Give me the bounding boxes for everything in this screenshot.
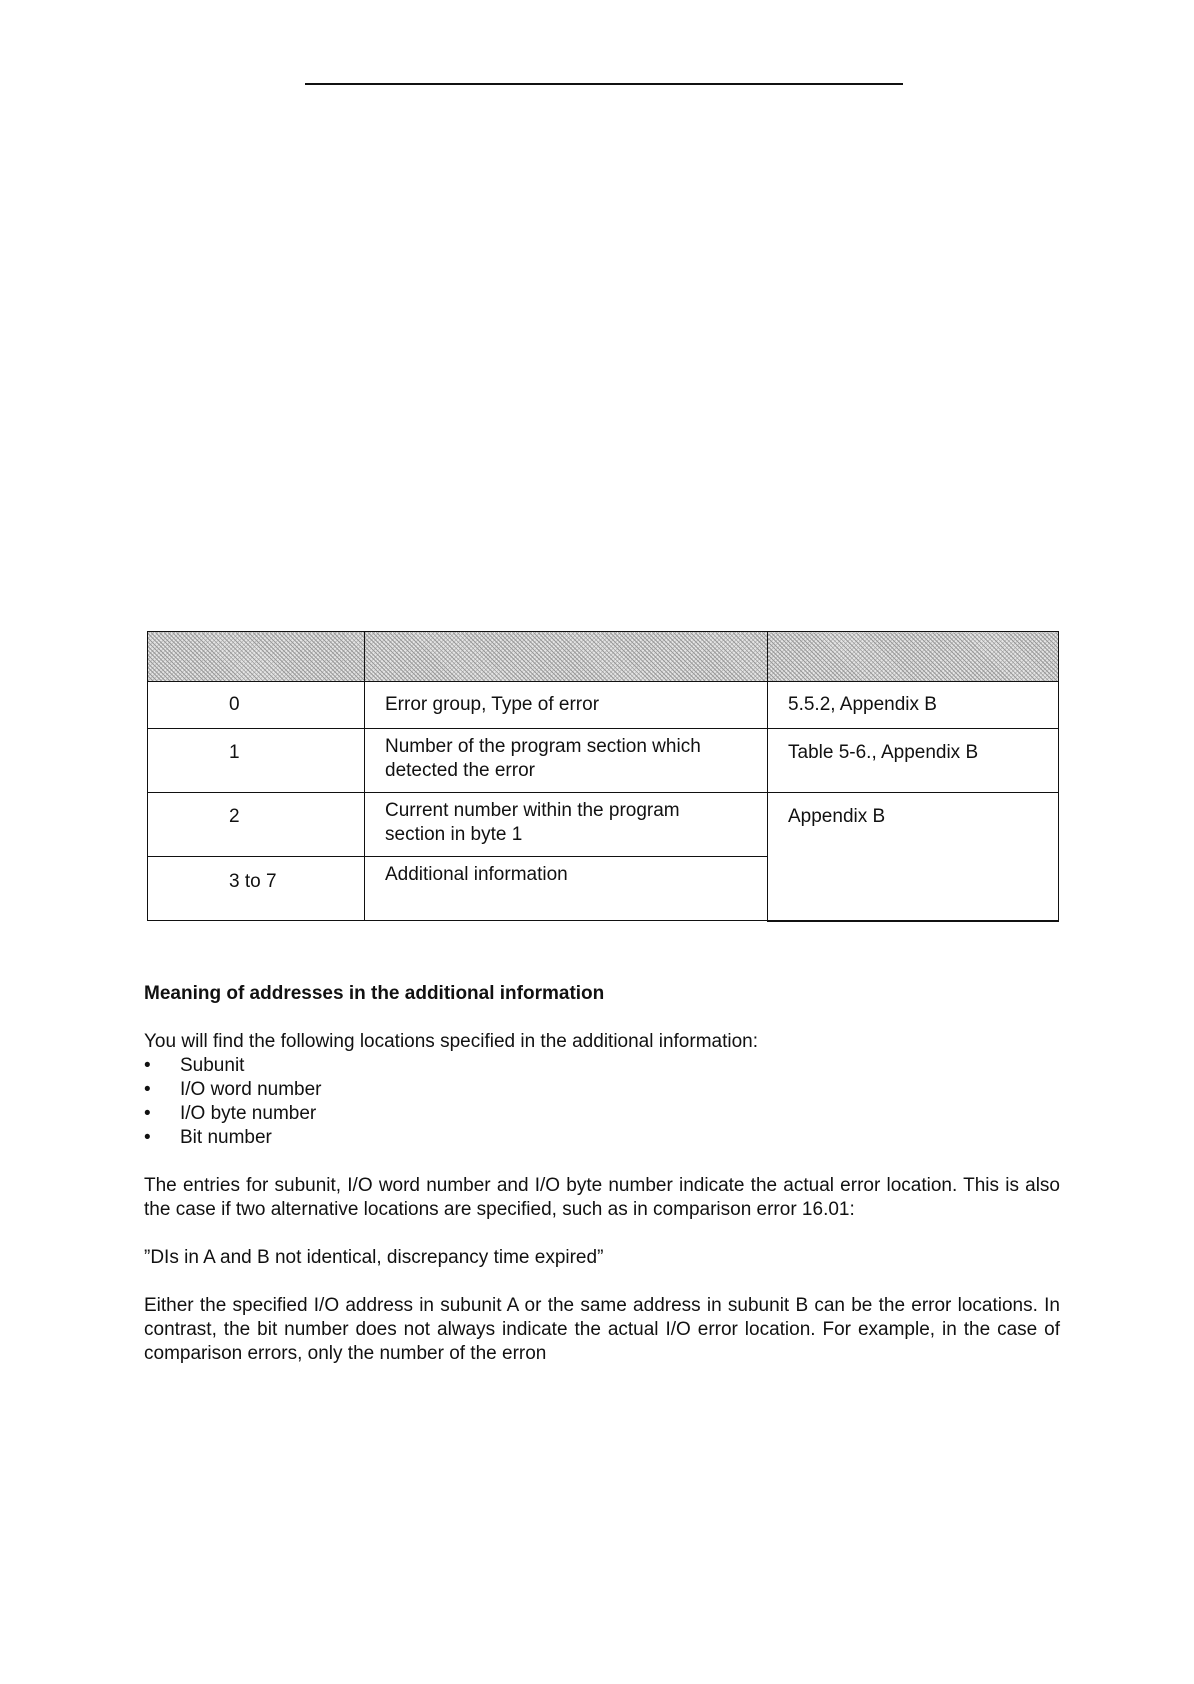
table-header-cell	[365, 632, 768, 682]
description-cell	[365, 793, 768, 857]
table-row	[148, 682, 1059, 729]
description-line: Current number within the program	[385, 800, 680, 821]
list-item: • Subunit	[144, 1055, 245, 1076]
bullet-icon: •	[144, 1103, 151, 1124]
location-list	[144, 1054, 322, 1150]
description-line: detected the error	[385, 760, 535, 781]
description-cell	[365, 729, 768, 793]
description-line: Number of the program section which	[385, 736, 701, 757]
byte-cell: 0	[148, 682, 365, 729]
paragraph: The entries for subunit, I/O word number and I/O byte number indicate the actual error location. This is also the case if two alternative locations are specified, such as in comparison error 16.01:	[144, 1175, 1060, 1220]
byte-cell: 1	[148, 729, 365, 793]
bullet-icon: •	[144, 1079, 151, 1100]
intro-text: You will find the following locations specified in the additional information:	[144, 1031, 759, 1052]
quoted-error-text: ”DIs in A and B not identical, discrepancy time expired”	[144, 1247, 604, 1268]
description-cell: Additional information	[365, 857, 768, 921]
list-item: • Bit number	[144, 1127, 272, 1148]
list-item: • I/O word number	[144, 1079, 322, 1100]
bullet-icon: •	[144, 1055, 151, 1076]
description-line: section in byte 1	[385, 824, 523, 845]
list-item: • I/O byte number	[144, 1103, 317, 1124]
reference-cell: 5.5.2, Appendix B	[768, 682, 1059, 729]
error-info-table	[147, 631, 1059, 922]
byte-cell: 2	[148, 793, 365, 857]
reference-cell: Table 5-6., Appendix B	[768, 729, 1059, 793]
byte-cell: 3 to 7	[148, 857, 365, 921]
table-header-row	[148, 632, 1059, 682]
table-header-cell	[148, 632, 365, 682]
table-row	[148, 729, 1059, 793]
header-rule	[305, 83, 903, 85]
section-heading: Meaning of addresses in the additional information	[144, 983, 605, 1004]
table-row	[148, 793, 1059, 857]
bullet-icon: •	[144, 1127, 151, 1148]
reference-cell: Appendix B	[768, 793, 1059, 921]
paragraph: Either the specified I/O address in subunit A or the same address in subunit B can be the error locations. In contrast, the bit number does not always indicate the actual I/O error location. For example, in the case of comparison errors, only the number of the erron	[144, 1295, 1060, 1364]
description-cell: Error group, Type of error	[365, 682, 768, 729]
table-header-cell	[768, 632, 1059, 682]
